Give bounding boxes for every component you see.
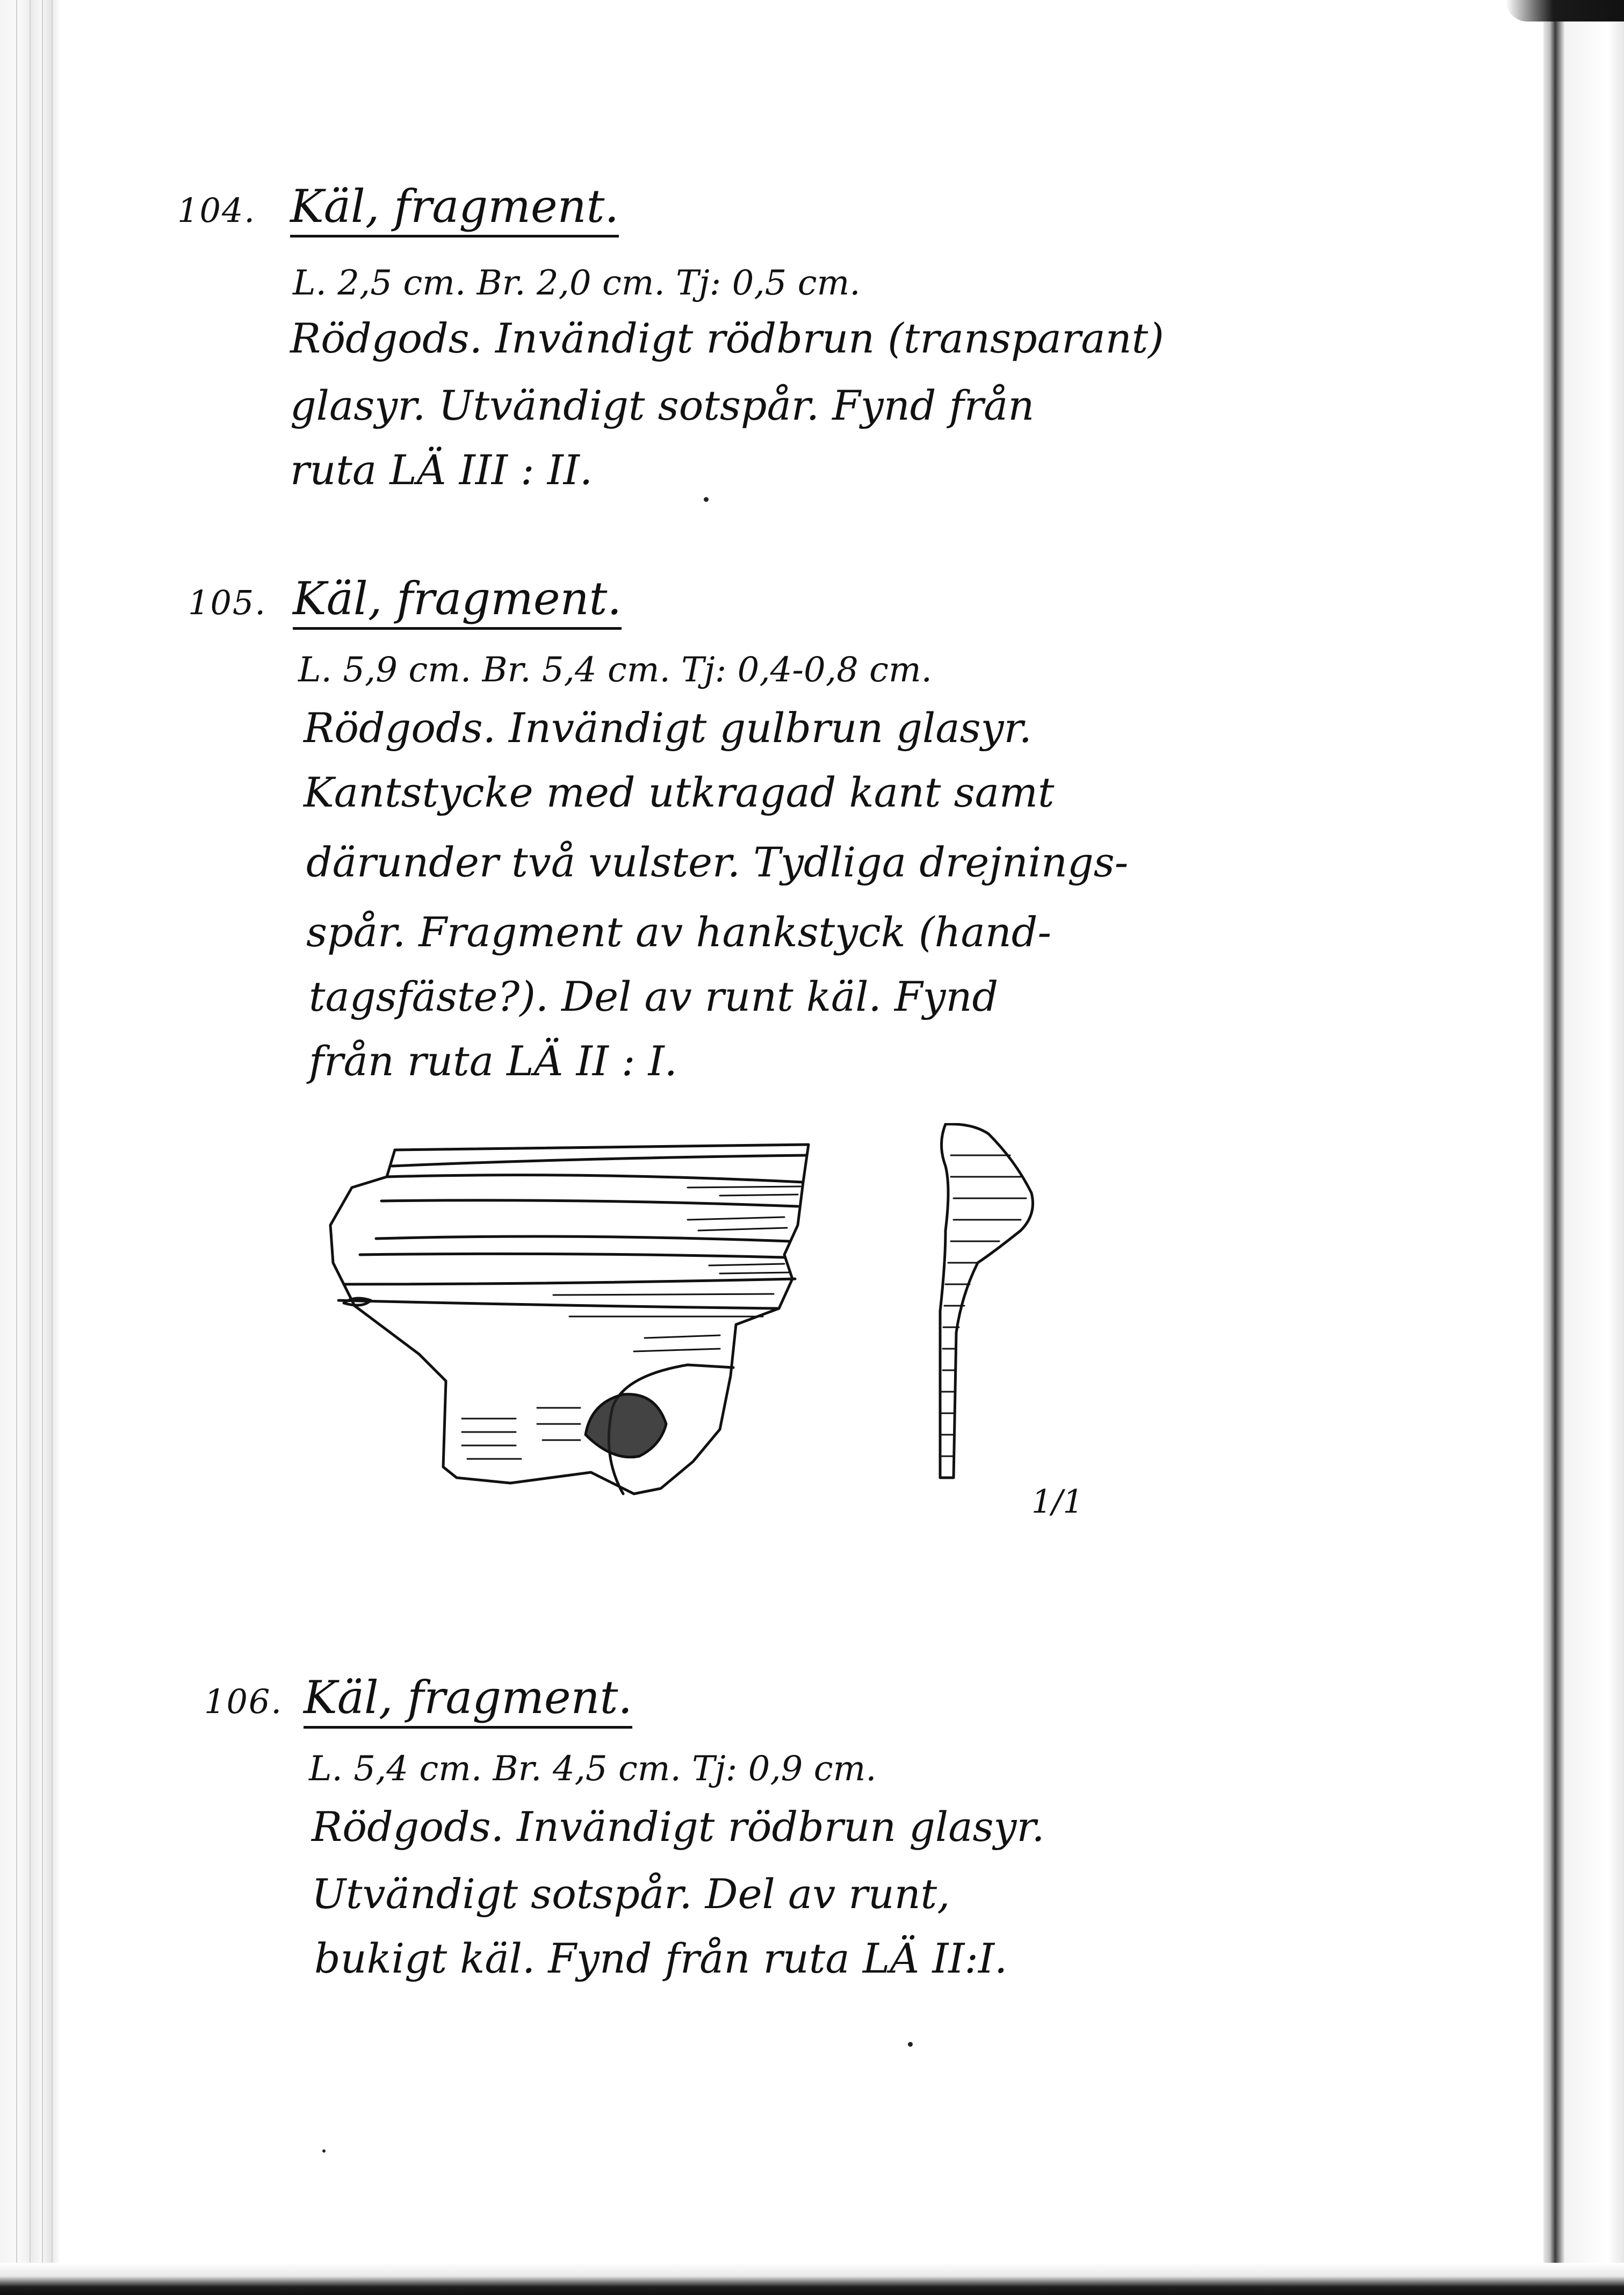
entry-line: Rödgods. Invändigt gulbrun glasyr. xyxy=(304,704,1032,752)
ink-speck xyxy=(908,2042,913,2047)
ink-speck xyxy=(322,2149,326,2153)
drawing-scale: 1/1 xyxy=(1031,1483,1084,1521)
entry-line: därunder två vulster. Tydliga drejnings- xyxy=(306,838,1129,886)
entry-line: Utvändigt sotspår. Del av runt, xyxy=(312,1870,950,1918)
entry-line: L. 5,4 cm. Br. 4,5 cm. Tj: 0,9 cm. xyxy=(309,1749,877,1789)
entry-line: L. 5,9 cm. Br. 5,4 cm. Tj: 0,4-0,8 cm. xyxy=(298,650,932,690)
page-binding-edge xyxy=(0,0,59,2295)
entry-number: 105. xyxy=(188,583,267,622)
page-bottom-edge xyxy=(0,2263,1624,2295)
entry-title: Käl, fragment. xyxy=(290,180,619,238)
page-corner-shadow xyxy=(1506,0,1624,21)
entry-line: spår. Fragment av hankstyck (hand- xyxy=(306,908,1052,956)
entry-line: Rödgods. Invändigt rödbrun glasyr. xyxy=(312,1803,1045,1851)
entry-line: rutа LÄ III : II. xyxy=(290,446,593,494)
entry-line: från ruta LÄ II : I. xyxy=(309,1037,677,1085)
sherd-drawing xyxy=(312,1123,1091,1596)
entry-number: 106. xyxy=(204,1682,283,1721)
entry-number: 104. xyxy=(177,191,256,230)
entry-line: L. 2,5 cm. Br. 2,0 cm. Tj: 0,5 cm. xyxy=(293,263,861,303)
entry-line: Rödgods. Invändigt rödbrun (transparant) xyxy=(290,314,1164,362)
entry-line: glasyr. Utvändigt sotspår. Fynd från xyxy=(290,382,1035,429)
entry-line: Kantstycke med utkragad kant samt xyxy=(304,768,1055,816)
adjacent-page-edge xyxy=(1543,0,1624,2295)
ink-speck xyxy=(704,497,709,502)
entry-title: Käl, fragment. xyxy=(293,572,622,630)
entry-line: bukigt käl. Fynd från ruta LÄ II:I. xyxy=(314,1934,1008,1982)
entry-line: tagsfäste?). Del av runt käl. Fynd xyxy=(309,973,999,1020)
entry-title: Käl, fragment. xyxy=(304,1671,632,1729)
